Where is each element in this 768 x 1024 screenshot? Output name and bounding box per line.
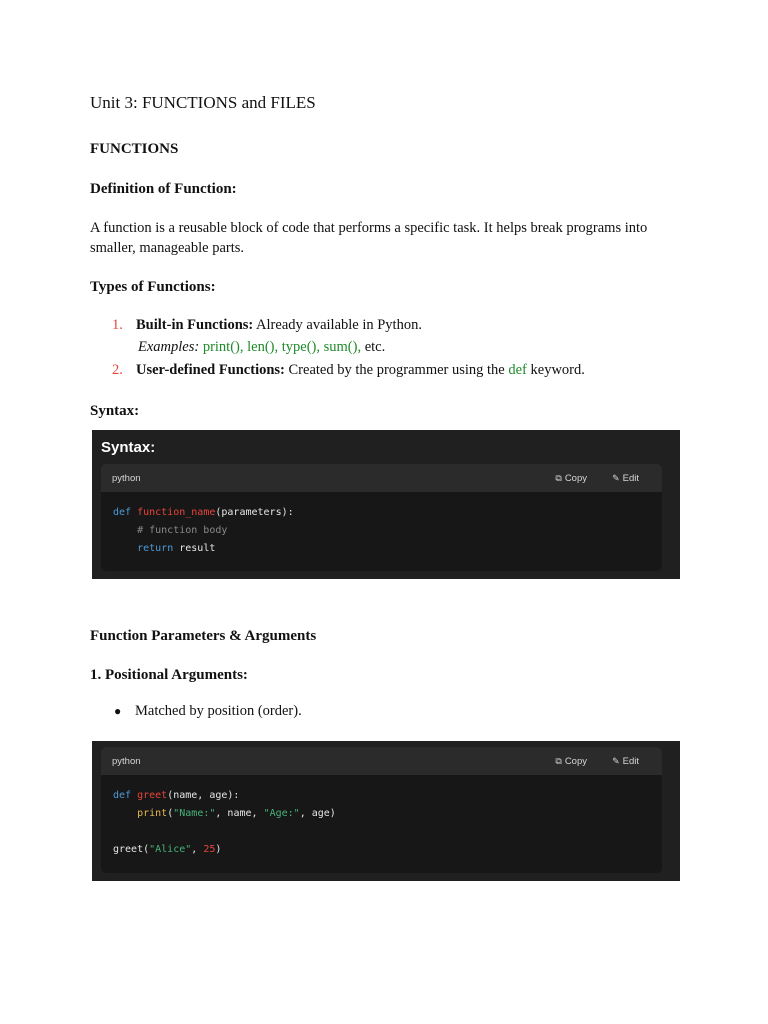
copy-label: Copy bbox=[564, 756, 587, 767]
code-card bbox=[101, 747, 662, 873]
code-card bbox=[101, 464, 662, 571]
code-keyword: def bbox=[113, 507, 132, 518]
types-heading: Types of Functions: bbox=[90, 279, 216, 295]
code-builtin: print bbox=[137, 808, 168, 819]
code-text: , bbox=[191, 844, 204, 855]
code-text: (name, age): bbox=[167, 790, 240, 801]
bullet-text: Matched by position (order). bbox=[135, 703, 302, 719]
edit-label: Edit bbox=[622, 473, 639, 484]
code-text: result bbox=[173, 543, 216, 554]
edit-button[interactable] bbox=[612, 756, 639, 767]
list-item-text: Created by the programmer using the bbox=[284, 362, 509, 378]
code-text: ) bbox=[215, 844, 222, 855]
list-item-text-end: keyword. bbox=[526, 362, 585, 378]
edit-label: Edit bbox=[622, 756, 639, 767]
code-text: greet( bbox=[113, 844, 150, 855]
definition-heading: Definition of Function: bbox=[90, 181, 237, 197]
definition-paragraph bbox=[90, 218, 647, 258]
code-function-name: function_name bbox=[137, 507, 216, 518]
syntax-block-title: Syntax: bbox=[101, 439, 156, 456]
edit-icon: ✎ bbox=[612, 756, 620, 766]
code-keyword: return bbox=[137, 543, 174, 554]
syntax-code-screenshot bbox=[92, 430, 680, 579]
examples-line bbox=[138, 339, 385, 356]
unit-title: Unit 3: FUNCTIONS and FILES bbox=[90, 93, 316, 112]
code-number: 25 bbox=[203, 844, 216, 855]
examples-tail: etc. bbox=[361, 339, 386, 355]
edit-icon: ✎ bbox=[612, 473, 620, 483]
list-item-builtin bbox=[112, 317, 422, 334]
code-text: (parameters): bbox=[215, 507, 294, 518]
edit-button[interactable] bbox=[612, 473, 639, 484]
params-heading: Function Parameters & Arguments bbox=[90, 628, 317, 644]
copy-icon: ⧉ bbox=[555, 473, 562, 483]
code-indent bbox=[113, 808, 137, 819]
list-number: 1. bbox=[112, 317, 123, 333]
list-item-label: User-defined Functions: bbox=[136, 362, 285, 378]
code-string: "Alice" bbox=[149, 844, 192, 855]
copy-icon: ⧉ bbox=[555, 756, 562, 766]
def-keyword: def bbox=[508, 362, 527, 378]
positional-heading: 1. Positional Arguments: bbox=[90, 667, 248, 683]
definition-line-2: smaller, manageable parts. bbox=[90, 240, 245, 256]
code-card-header bbox=[101, 464, 662, 492]
definition-line-1: A function is a reusable block of code that performs a specific task. It helps break programs into bbox=[90, 220, 648, 236]
examples-label: Examples: bbox=[138, 339, 200, 355]
copy-label: Copy bbox=[564, 473, 587, 484]
positional-code-screenshot bbox=[92, 741, 680, 881]
list-item-user-defined bbox=[112, 362, 585, 379]
copy-button[interactable] bbox=[555, 473, 587, 484]
code-card-header bbox=[101, 747, 662, 775]
list-number: 2. bbox=[112, 362, 123, 378]
code-language-label: python bbox=[112, 473, 141, 484]
code-keyword: def bbox=[113, 790, 132, 801]
code-body bbox=[113, 504, 294, 558]
code-language-label: python bbox=[112, 756, 141, 767]
list-item-label: Built-in Functions: bbox=[136, 317, 254, 333]
section-heading-functions: FUNCTIONS bbox=[90, 141, 179, 157]
code-indent bbox=[113, 543, 137, 554]
bullet-dot: ● bbox=[114, 704, 122, 718]
copy-button[interactable] bbox=[555, 756, 587, 767]
code-text: ( bbox=[167, 808, 174, 819]
code-comment: # function body bbox=[113, 525, 228, 536]
syntax-heading: Syntax: bbox=[90, 403, 140, 419]
examples-items: print(), len(), type(), sum(), bbox=[202, 339, 362, 355]
code-string: "Age:" bbox=[263, 808, 300, 819]
code-string: "Name:" bbox=[173, 808, 216, 819]
code-text: , age) bbox=[299, 808, 336, 819]
list-item-text: Already available in Python. bbox=[253, 317, 422, 333]
bullet-item bbox=[114, 703, 302, 720]
code-function-name: greet bbox=[137, 790, 168, 801]
code-text: , name, bbox=[215, 808, 264, 819]
code-body bbox=[113, 787, 336, 859]
